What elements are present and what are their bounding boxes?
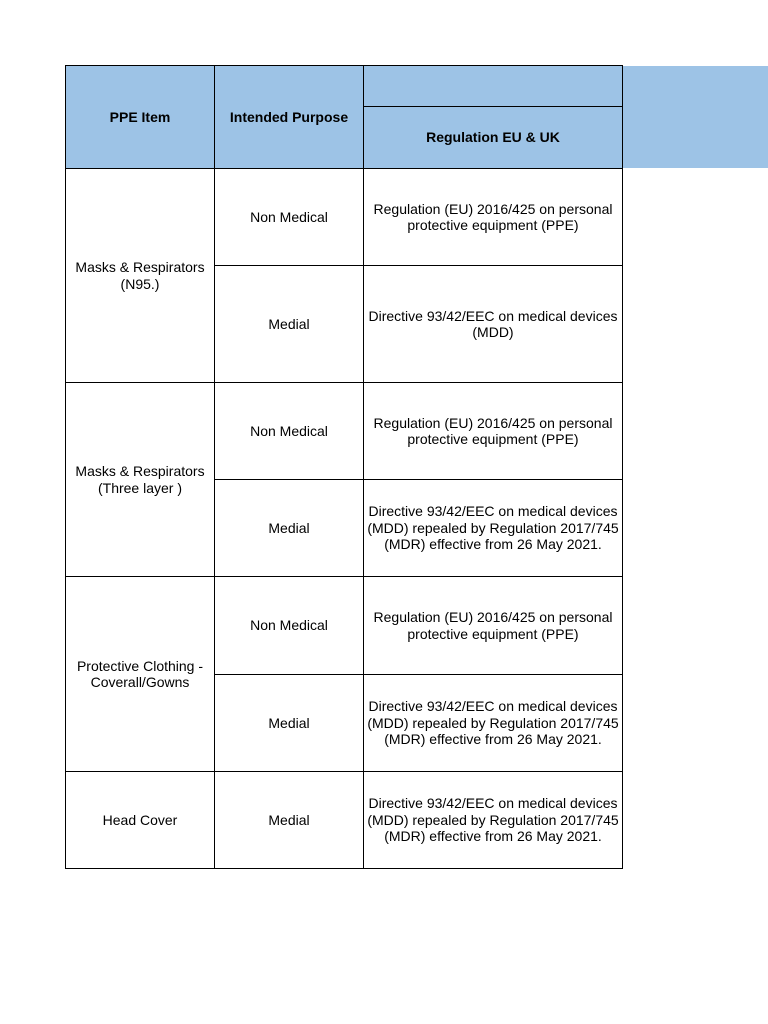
purpose-cell: Non Medical: [215, 169, 364, 266]
table-row: [66, 383, 623, 480]
regulation-cell: Regulation (EU) 2016/425 on personal protective equipment (PPE): [364, 169, 623, 266]
ppe-item-cell: Head Cover: [66, 772, 215, 869]
header-blank-cell: [364, 66, 623, 107]
table-row: [66, 577, 623, 675]
table-row: [66, 169, 623, 266]
regulation-cell: Directive 93/42/EEC on medical devices (MDD) repealed by Regulation 2017/745 (MDR) effective from 26 May 2021.: [364, 772, 623, 869]
header-fill-extension: [622, 66, 768, 168]
ppe-item-cell: Masks & Respirators (Three layer ): [66, 383, 215, 577]
header-ppe-item: PPE Item: [66, 66, 215, 169]
ppe-item-cell: Protective Clothing - Coverall/Gowns: [66, 577, 215, 772]
regulation-cell: Regulation (EU) 2016/425 on personal protective equipment (PPE): [364, 383, 623, 480]
purpose-cell: Medial: [215, 772, 364, 869]
regulation-cell: Directive 93/42/EEC on medical devices (MDD) repealed by Regulation 2017/745 (MDR) effective from 26 May 2021.: [364, 675, 623, 772]
header-regulation: Regulation EU & UK: [364, 107, 623, 169]
purpose-cell: Medial: [215, 480, 364, 577]
regulation-cell: Directive 93/42/EEC on medical devices (MDD): [364, 266, 623, 383]
ppe-regulation-table: [65, 65, 623, 869]
purpose-cell: Medial: [215, 675, 364, 772]
ppe-item-cell: Masks & Respirators (N95.): [66, 169, 215, 383]
purpose-cell: Non Medical: [215, 577, 364, 675]
purpose-cell: Non Medical: [215, 383, 364, 480]
table-row: [66, 772, 623, 869]
regulation-cell: Directive 93/42/EEC on medical devices (MDD) repealed by Regulation 2017/745 (MDR) effective from 26 May 2021.: [364, 480, 623, 577]
purpose-cell: Medial: [215, 266, 364, 383]
regulation-cell: Regulation (EU) 2016/425 on personal protective equipment (PPE): [364, 577, 623, 675]
header-intended-purpose: Intended Purpose: [215, 66, 364, 169]
